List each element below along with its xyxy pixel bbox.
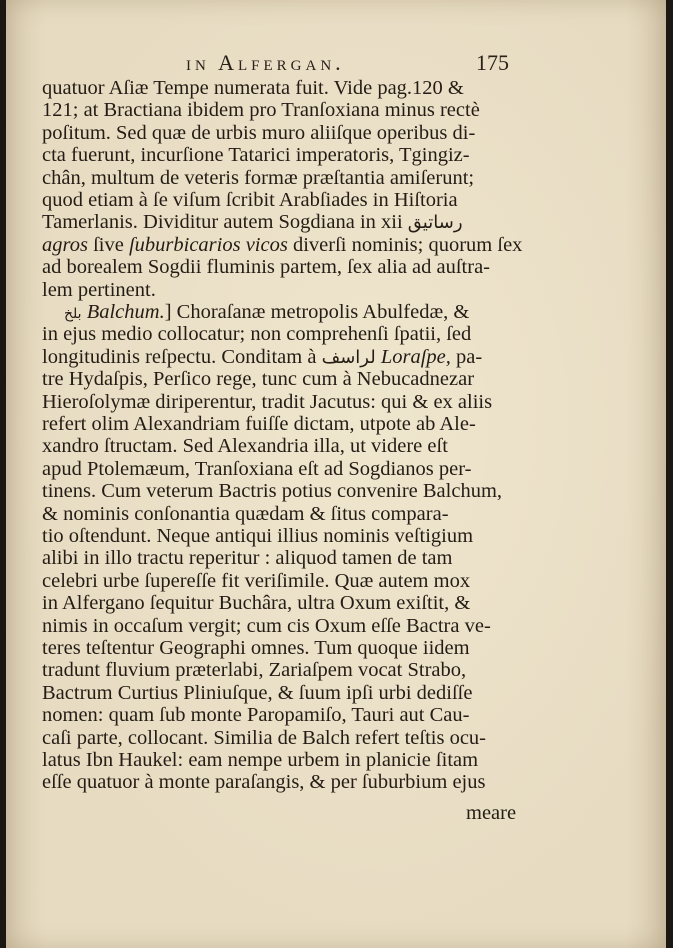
text-span: cta fuerunt, incurſione Tatarici imperatoris, Tgingiz-: [42, 144, 470, 167]
text-span: refert olim Alexandriam fuiſſe dictam, utpote ab Ale-: [42, 413, 476, 435]
text-span: caſi parte, collocant. Similia de Balch refert teſtis ocu-: [42, 726, 486, 749]
text-span: in Alfergano ſequitur Buchâra, ultra Oxum exiſtit, &: [42, 592, 471, 615]
page-number: 175: [476, 50, 509, 75]
text-span: poſitum. Sed quæ de urbis muro aliiſque operibus di-: [42, 121, 476, 144]
text-span: Bactrum Curtius Pliniuſque, & ſuum ipſi urbi dediſſe: [42, 681, 473, 704]
arabic-word: بلخ: [64, 306, 82, 322]
text-span: Loraſpe,: [375, 345, 451, 368]
text-span: alibi in illo tractu reperitur : aliquod tamen de tam: [42, 547, 453, 570]
text-span: ad borealem Sogdii fluminis partem, ſex alia ad auſtra-: [42, 256, 491, 279]
arabic-word: رساتيق: [407, 212, 463, 234]
text-span: Balchum.: [81, 301, 165, 323]
text-span: xandro ſtructam. Sed Alexandria illa, ut videre eſt: [42, 435, 448, 458]
text-span: in ejus medio collocatur; non comprehenſi ſpatii, ſed: [42, 323, 472, 346]
text-span: Tamerlanis. Dividitur autem Sogdiana in xii: [42, 211, 408, 234]
text-span: tre Hydaſpis, Perſico rege, tunc cum à Nebucadnezar: [42, 368, 475, 391]
text-span: lem pertinent.: [42, 278, 156, 301]
text-line: [42, 769, 485, 795]
catchword: meare: [466, 802, 517, 824]
text-span: nomen: quam ſub monte Paropamiſo, Tauri aut Cau-: [42, 704, 470, 727]
book-page: [6, 0, 666, 948]
text-span: ſive: [87, 233, 129, 256]
text-span: nimis in occaſum vergit; cum cis Oxum eſſe Bactra ve-: [42, 614, 491, 637]
text-span: quatuor Aſiæ Tempe numerata fuit. Vide pag.120 &: [42, 77, 464, 99]
text-span: tradunt fluvium præterlabi, Zariaſpem vocat Strabo,: [42, 659, 467, 682]
text-span: apud Ptolemæum, Tranſoxiana eſt ad Sogdianos per-: [42, 457, 472, 480]
text-span: teres teſtentur Geographi omnes. Tum quoque iidem: [42, 637, 470, 659]
text-span: eſſe quatuor à monte paraſangis, & per ſuburbium ejus: [42, 771, 486, 794]
text-span: celebri urbe ſupereſſe fit veriſimile. Quæ autem mox: [42, 569, 471, 592]
running-title: in Alfergan.: [186, 50, 345, 75]
text-span: tio oſtendunt. Neque antiqui illius nominis veſtigium: [42, 525, 474, 547]
text-span: ] Choraſanæ metropolis Abulfedæ, &: [164, 301, 470, 323]
text-span: Hieroſolymæ diriperentur, tradit Jacutus: qui & ex aliis: [42, 390, 493, 413]
body-text: [6, 0, 666, 948]
text-span: tinens. Cum veterum Bactris potius convenire Balchum,: [42, 480, 503, 503]
text-span: 121; at Bractiana ibidem pro Tranſoxiana minus rectè: [42, 99, 480, 122]
text-span: latus Ibn Haukel: eam nempe urbem in planicie ſitam: [42, 749, 479, 771]
text-span: agros: [42, 233, 88, 256]
arabic-word: لراسف: [321, 346, 376, 368]
text-span: longitudinis reſpectu. Conditam à: [42, 345, 322, 368]
text-span: diverſi nominis; quorum ſex: [287, 233, 523, 256]
text-span: & nominis conſonantia quædam & ſitus compara-: [42, 502, 449, 525]
text-span: ſuburbicarios vicos: [128, 233, 288, 256]
text-span: chân, multum de veteris formæ præſtantia amiſerunt;: [42, 166, 475, 189]
text-span: pa-: [450, 345, 483, 368]
text-span: quod etiam à ſe viſum ſcribit Arabſiades in Hiſtoria: [42, 189, 458, 211]
